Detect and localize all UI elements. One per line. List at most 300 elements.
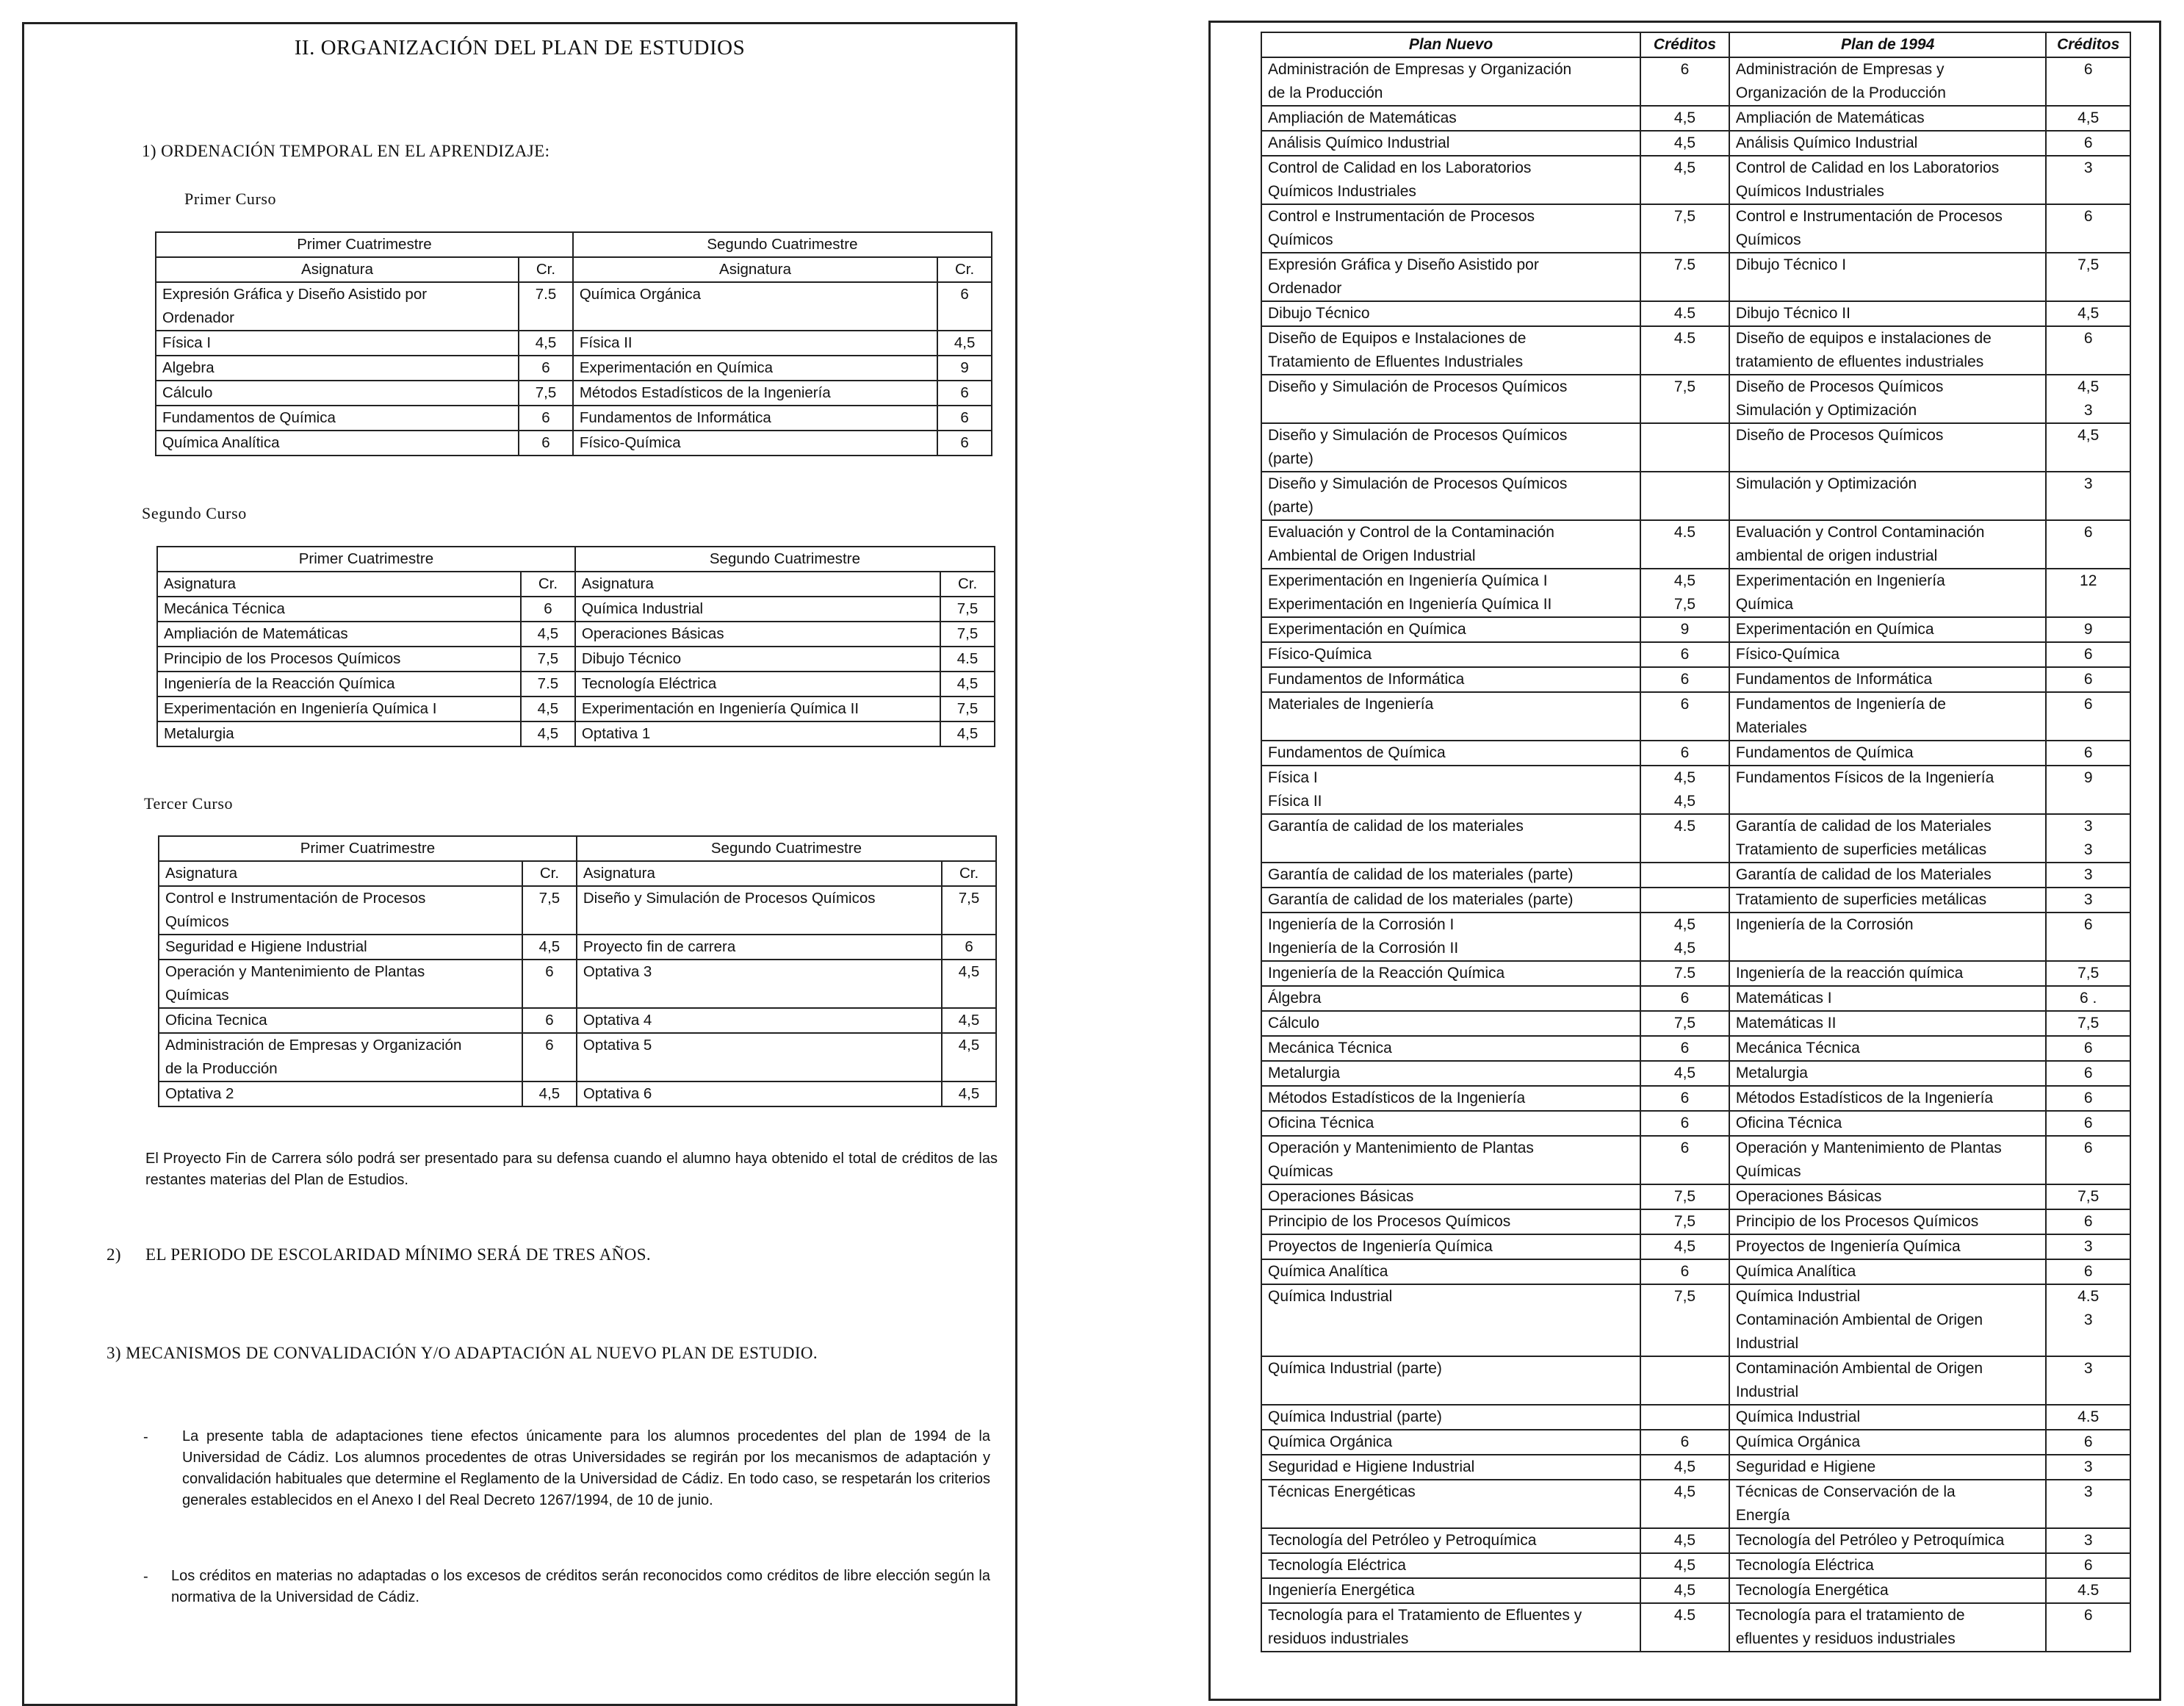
plan-1994-credits: 6 — [2046, 1259, 2130, 1284]
plan-1994-subject: Ingeniería de la Corrosión — [1729, 913, 2046, 961]
plan-1994-credits: 9 — [2046, 766, 2130, 814]
plan-nuevo-subject: Técnicas Energéticas — [1261, 1480, 1640, 1528]
credits-sem2: 6 — [937, 431, 992, 456]
plan-nuevo-credits: 7,5 — [1640, 1011, 1729, 1036]
plan-nuevo-credits — [1640, 863, 1729, 888]
plan-1994-subject: Fundamentos de Química — [1729, 741, 2046, 766]
plan-nuevo-subject: Operaciones Básicas — [1261, 1184, 1640, 1209]
subject-sem2: Métodos Estadísticos de la Ingeniería — [573, 381, 937, 406]
plan-1994-credits: 3 3 — [2046, 814, 2130, 863]
plan-nuevo-credits: 6 — [1640, 667, 1729, 692]
plan-1994-credits: 6 — [2046, 1553, 2130, 1578]
course-2-table — [156, 546, 995, 747]
table-row — [1261, 131, 2130, 156]
adaptation-table-header — [1261, 32, 2130, 57]
plan-nuevo-credits: 4.5 — [1640, 520, 1729, 569]
table-row — [156, 381, 992, 406]
column-header-row — [159, 861, 996, 886]
plan-nuevo-subject: Principio de los Procesos Químicos — [1261, 1209, 1640, 1234]
plan-nuevo-credits — [1640, 1356, 1729, 1405]
plan-1994-credits: 12 — [2046, 569, 2130, 617]
table-row — [1261, 1284, 2130, 1356]
table-row — [1261, 642, 2130, 667]
plan-nuevo-subject: Operación y Mantenimiento de Plantas Químicas — [1261, 1136, 1640, 1184]
table-row — [1261, 1405, 2130, 1430]
bullet-1-mark: - — [143, 1429, 148, 1445]
plan-nuevo-credits: 7.5 — [1640, 961, 1729, 986]
plan-1994-credits: 6 . — [2046, 986, 2130, 1011]
plan-1994-subject: Tratamiento de superficies metálicas — [1729, 888, 2046, 913]
plan-1994-subject: Química Industrial — [1729, 1405, 2046, 1430]
plan-1994-subject: Operaciones Básicas — [1729, 1184, 2046, 1209]
semester-2-header: Segundo Cuatrimestre — [573, 232, 992, 257]
col-subject-2: Asignatura — [573, 257, 937, 282]
plan-1994-subject: Ingeniería de la reacción química — [1729, 961, 2046, 986]
table-row — [1261, 326, 2130, 375]
plan-1994-subject: Contaminación Ambiental de Origen Industrial — [1729, 1356, 2046, 1405]
table-row — [1261, 986, 2130, 1011]
plan-1994-subject: Simulación y Optimización — [1729, 472, 2046, 520]
subject-sem2: Tecnología Eléctrica — [575, 672, 940, 697]
table-row — [1261, 1528, 2130, 1553]
plan-nuevo-credits: 4,5 — [1640, 106, 1729, 131]
semester-header-row — [159, 836, 996, 861]
plan-1994-subject: Mecánica Técnica — [1729, 1036, 2046, 1061]
plan-nuevo-credits: 4,5 — [1640, 1528, 1729, 1553]
table-row — [1261, 863, 2130, 888]
plan-1994-subject: Control e Instrumentación de Procesos Químicos — [1729, 204, 2046, 253]
credits-sem2: 7,5 — [942, 886, 996, 935]
semester-2-header: Segundo Cuatrimestre — [577, 836, 996, 861]
course-2-heading: Segundo Curso — [142, 504, 247, 522]
plan-nuevo-credits — [1640, 472, 1729, 520]
table-row — [1261, 1259, 2130, 1284]
semester-1-header: Primer Cuatrimestre — [156, 232, 573, 257]
credits-sem1: 7,5 — [521, 647, 575, 672]
subject-sem2: Experimentación en Química — [573, 356, 937, 381]
plan-nuevo-subject: Química Analítica — [1261, 1259, 1640, 1284]
credits-sem1: 7,5 — [522, 886, 577, 935]
subject-sem2: Optativa 5 — [577, 1033, 942, 1081]
plan-1994-subject: Control de Calidad en los Laboratorios Químicos Industriales — [1729, 156, 2046, 204]
table-row — [1261, 1209, 2130, 1234]
plan-1994-subject: Evaluación y Control Contaminación ambiental de origen industrial — [1729, 520, 2046, 569]
table-row — [1261, 1086, 2130, 1111]
table-row — [157, 697, 995, 721]
course-3-table — [158, 835, 997, 1107]
column-header-row — [156, 257, 992, 282]
plan-1994-credits: 6 — [2046, 520, 2130, 569]
credits-sem2: 4,5 — [940, 721, 995, 746]
course-1-heading: Primer Curso — [184, 190, 277, 208]
bullet-1-text: La presente tabla de adaptaciones tiene efectos únicamente para los alumnos procedentes del plan de 1994 de la Universidad de Cádiz. Los alumnos procedentes de otras Universidades se regirán por los mecanismos de adaptación y convalidación habituales que determine el Reglamento de la Universidad de Cádiz. En todo caso, se respetarán los criterios generales establecidos en el Anexo I del Real Decreto 1267/1994, de 10 de junio. — [182, 1428, 990, 1508]
section-2-number: 2) — [107, 1245, 121, 1264]
plan-nuevo-subject: Expresión Gráfica y Diseño Asistido por Ordenador — [1261, 253, 1640, 301]
plan-nuevo-subject: Ingeniería de la Reacción Química — [1261, 961, 1640, 986]
subject-sem1: Control e Instrumentación de Procesos Químicos — [159, 886, 522, 935]
plan-1994-credits: 7,5 — [2046, 253, 2130, 301]
subject-sem1: Química Analítica — [156, 431, 519, 456]
plan-1994-subject: Fundamentos Físicos de la Ingeniería — [1729, 766, 2046, 814]
table-row — [1261, 888, 2130, 913]
plan-1994-subject: Administración de Empresas y Organización de la Producción — [1729, 57, 2046, 106]
plan-nuevo-credits: 4,5 7,5 — [1640, 569, 1729, 617]
table-row — [159, 1033, 996, 1081]
table-row — [1261, 1061, 2130, 1086]
subject-sem2: Física II — [573, 331, 937, 356]
credits-sem1: 7.5 — [521, 672, 575, 697]
plan-nuevo-subject: Química Industrial — [1261, 1284, 1640, 1356]
plan-1994-subject: Operación y Mantenimiento de Plantas Químicas — [1729, 1136, 2046, 1184]
credits-sem1: 6 — [519, 431, 573, 456]
credits-sem1: 4,5 — [521, 697, 575, 721]
semester-header-row — [157, 547, 995, 572]
subject-sem1: Algebra — [156, 356, 519, 381]
table-row — [156, 406, 992, 431]
plan-nuevo-subject: Diseño de Equipos e Instalaciones de Tratamiento de Efluentes Industriales — [1261, 326, 1640, 375]
header-plan-nuevo: Plan Nuevo — [1261, 32, 1640, 57]
plan-nuevo-subject: Química Industrial (parte) — [1261, 1356, 1640, 1405]
credits-sem1: 6 — [519, 356, 573, 381]
table-row — [1261, 913, 2130, 961]
plan-nuevo-subject: Seguridad e Higiene Industrial — [1261, 1455, 1640, 1480]
plan-nuevo-credits: 6 — [1640, 692, 1729, 741]
credits-sem2: 6 — [942, 935, 996, 960]
col-subject-2: Asignatura — [577, 861, 942, 886]
table-row — [1261, 301, 2130, 326]
column-header-row — [157, 572, 995, 597]
table-row — [157, 721, 995, 746]
subject-sem2: Físico-Química — [573, 431, 937, 456]
plan-nuevo-subject: Garantía de calidad de los materiales (parte) — [1261, 888, 1640, 913]
plan-1994-credits: 6 — [2046, 204, 2130, 253]
plan-1994-subject: Tecnología para el tratamiento de efluentes y residuos industriales — [1729, 1603, 2046, 1652]
plan-1994-credits: 9 — [2046, 617, 2130, 642]
plan-1994-subject: Química Analítica — [1729, 1259, 2046, 1284]
plan-1994-credits: 6 — [2046, 131, 2130, 156]
plan-nuevo-credits: 7,5 — [1640, 1284, 1729, 1356]
header-creditos-1994: Créditos — [2046, 32, 2130, 57]
col-cr-1: Cr. — [519, 257, 573, 282]
table-row — [1261, 472, 2130, 520]
table-row — [157, 597, 995, 622]
credits-sem2: 4,5 — [937, 331, 992, 356]
col-subject-1: Asignatura — [159, 861, 522, 886]
plan-1994-subject: Dibujo Técnico I — [1729, 253, 2046, 301]
credits-sem2: 7,5 — [940, 622, 995, 647]
plan-nuevo-credits: 6 — [1640, 57, 1729, 106]
plan-nuevo-credits: 6 — [1640, 1430, 1729, 1455]
table-row — [159, 935, 996, 960]
plan-nuevo-credits — [1640, 888, 1729, 913]
subject-sem1: Oficina Tecnica — [159, 1008, 522, 1033]
plan-1994-credits: 3 — [2046, 472, 2130, 520]
plan-1994-subject: Diseño de equipos e instalaciones de tratamiento de efluentes industriales — [1729, 326, 2046, 375]
table-row — [1261, 617, 2130, 642]
table-row — [1261, 1011, 2130, 1036]
plan-nuevo-credits: 4,5 — [1640, 1061, 1729, 1086]
plan-nuevo-subject: Experimentación en Química — [1261, 617, 1640, 642]
table-row — [1261, 1356, 2130, 1405]
subject-sem1: Experimentación en Ingeniería Química I — [157, 697, 521, 721]
table-row — [159, 1008, 996, 1033]
plan-nuevo-credits: 4,5 — [1640, 156, 1729, 204]
plan-nuevo-subject: Materiales de Ingeniería — [1261, 692, 1640, 741]
table-row — [1261, 253, 2130, 301]
subject-sem1: Seguridad e Higiene Industrial — [159, 935, 522, 960]
plan-nuevo-subject: Ampliación de Matemáticas — [1261, 106, 1640, 131]
plan-nuevo-subject: Mecánica Técnica — [1261, 1036, 1640, 1061]
plan-1994-subject: Oficina Técnica — [1729, 1111, 2046, 1136]
subject-sem1: Física I — [156, 331, 519, 356]
plan-1994-subject: Ampliación de Matemáticas — [1729, 106, 2046, 131]
adaptation-table — [1261, 32, 2131, 1652]
table-row — [1261, 106, 2130, 131]
plan-1994-credits: 3 — [2046, 156, 2130, 204]
credits-sem1: 6 — [522, 960, 577, 1008]
right-page — [1208, 21, 2161, 1701]
semester-2-header: Segundo Cuatrimestre — [575, 547, 995, 572]
table-row — [1261, 1136, 2130, 1184]
plan-1994-subject: Garantía de calidad de los Materiales — [1729, 863, 2046, 888]
plan-nuevo-credits: 4,5 — [1640, 1455, 1729, 1480]
plan-1994-credits: 6 — [2046, 326, 2130, 375]
subject-sem2: Optativa 6 — [577, 1081, 942, 1106]
table-row — [1261, 1553, 2130, 1578]
course-3-heading: Tercer Curso — [144, 794, 234, 813]
table-row — [1261, 1480, 2130, 1528]
col-cr-1: Cr. — [522, 861, 577, 886]
plan-nuevo-subject: Garantía de calidad de los materiales — [1261, 814, 1640, 863]
plan-1994-credits: 3 — [2046, 1480, 2130, 1528]
plan-nuevo-subject: Diseño y Simulación de Procesos Químicos (parte) — [1261, 472, 1640, 520]
plan-nuevo-credits: 4,5 — [1640, 1578, 1729, 1603]
plan-nuevo-subject: Físico-Química — [1261, 642, 1640, 667]
table-row — [1261, 1036, 2130, 1061]
plan-nuevo-subject: Álgebra — [1261, 986, 1640, 1011]
credits-sem2: 9 — [937, 356, 992, 381]
col-cr-2: Cr. — [940, 572, 995, 597]
credits-sem2: 4,5 — [942, 1008, 996, 1033]
credits-sem2: 6 — [937, 282, 992, 331]
subject-sem2: Optativa 1 — [575, 721, 940, 746]
subject-sem2: Proyecto fin de carrera — [577, 935, 942, 960]
plan-nuevo-subject: Dibujo Técnico — [1261, 301, 1640, 326]
col-cr-2: Cr. — [937, 257, 992, 282]
plan-nuevo-credits: 4,5 4,5 — [1640, 766, 1729, 814]
section-1-heading: 1) ORDENACIÓN TEMPORAL EN EL APRENDIZAJE: — [142, 142, 550, 160]
semester-1-header: Primer Cuatrimestre — [157, 547, 575, 572]
table-row — [1261, 1578, 2130, 1603]
plan-1994-subject: Garantía de calidad de los Materiales Tratamiento de superficies metálicas — [1729, 814, 2046, 863]
plan-1994-credits: 7,5 — [2046, 1184, 2130, 1209]
subject-sem1: Ampliación de Matemáticas — [157, 622, 521, 647]
subject-sem2: Experimentación en Ingeniería Química II — [575, 697, 940, 721]
plan-1994-credits: 3 — [2046, 888, 2130, 913]
header-creditos-nuevo: Créditos — [1640, 32, 1729, 57]
table-row — [1261, 766, 2130, 814]
plan-1994-subject: Tecnología Energética — [1729, 1578, 2046, 1603]
plan-1994-credits: 6 — [2046, 1603, 2130, 1652]
plan-nuevo-subject: Evaluación y Control de la Contaminación Ambiental de Origen Industrial — [1261, 520, 1640, 569]
plan-1994-subject: Análisis Químico Industrial — [1729, 131, 2046, 156]
plan-1994-credits: 6 — [2046, 1209, 2130, 1234]
plan-nuevo-credits: 6 — [1640, 1136, 1729, 1184]
plan-nuevo-credits: 4,5 4,5 — [1640, 913, 1729, 961]
subject-sem1: Mecánica Técnica — [157, 597, 521, 622]
plan-nuevo-credits: 6 — [1640, 1259, 1729, 1284]
plan-1994-credits: 4.5 3 — [2046, 1284, 2130, 1356]
plan-nuevo-credits: 6 — [1640, 986, 1729, 1011]
credits-sem1: 4,5 — [519, 331, 573, 356]
plan-nuevo-subject: Análisis Químico Industrial — [1261, 131, 1640, 156]
plan-1994-credits: 4,5 — [2046, 106, 2130, 131]
table-row — [156, 431, 992, 456]
plan-1994-subject: Fundamentos de Ingeniería de Materiales — [1729, 692, 2046, 741]
plan-1994-credits: 6 — [2046, 1061, 2130, 1086]
subject-sem2: Química Orgánica — [573, 282, 937, 331]
plan-1994-credits: 4.5 — [2046, 1405, 2130, 1430]
left-page — [22, 22, 1017, 1706]
subject-sem2: Operaciones Básicas — [575, 622, 940, 647]
table-row — [1261, 1603, 2130, 1652]
plan-nuevo-subject: Fundamentos de Química — [1261, 741, 1640, 766]
plan-nuevo-subject: Tecnología del Petróleo y Petroquímica — [1261, 1528, 1640, 1553]
semester-1-header: Primer Cuatrimestre — [159, 836, 577, 861]
credits-sem2: 4,5 — [942, 960, 996, 1008]
col-subject-1: Asignatura — [157, 572, 521, 597]
bullet-2-mark: - — [143, 1569, 148, 1585]
plan-1994-credits: 6 — [2046, 1111, 2130, 1136]
table-row — [1261, 741, 2130, 766]
plan-nuevo-subject: Química Orgánica — [1261, 1430, 1640, 1455]
plan-nuevo-credits: 6 — [1640, 642, 1729, 667]
plan-1994-credits: 3 — [2046, 1455, 2130, 1480]
table-row — [1261, 204, 2130, 253]
plan-nuevo-credits: 6 — [1640, 1036, 1729, 1061]
plan-1994-credits: 4,5 — [2046, 301, 2130, 326]
plan-1994-subject: Seguridad e Higiene — [1729, 1455, 2046, 1480]
plan-nuevo-credits: 7,5 — [1640, 1209, 1729, 1234]
plan-1994-subject: Diseño de Procesos Químicos — [1729, 423, 2046, 472]
plan-nuevo-credits: 7,5 — [1640, 204, 1729, 253]
plan-1994-subject: Diseño de Procesos Químicos Simulación y Optimización — [1729, 375, 2046, 423]
plan-1994-credits: 4,5 3 — [2046, 375, 2130, 423]
plan-1994-subject: Tecnología del Petróleo y Petroquímica — [1729, 1528, 2046, 1553]
subject-sem1: Metalurgia — [157, 721, 521, 746]
plan-nuevo-subject: Tecnología Eléctrica — [1261, 1553, 1640, 1578]
table-row — [1261, 423, 2130, 472]
table-row — [157, 647, 995, 672]
subject-sem2: Fundamentos de Informática — [573, 406, 937, 431]
plan-1994-credits: 6 — [2046, 1086, 2130, 1111]
table-row — [1261, 57, 2130, 106]
table-row — [156, 282, 992, 331]
plan-1994-credits: 4,5 — [2046, 423, 2130, 472]
page-title: II. ORGANIZACIÓN DEL PLAN DE ESTUDIOS — [294, 36, 746, 60]
plan-1994-credits: 3 — [2046, 1528, 2130, 1553]
table-row — [1261, 1184, 2130, 1209]
plan-1994-credits: 6 — [2046, 913, 2130, 961]
credits-sem1: 4,5 — [522, 935, 577, 960]
plan-nuevo-credits: 6 — [1640, 1086, 1729, 1111]
table-row — [157, 622, 995, 647]
table-row — [1261, 1234, 2130, 1259]
table-row — [159, 960, 996, 1008]
subject-sem1: Principio de los Procesos Químicos — [157, 647, 521, 672]
subject-sem2: Química Industrial — [575, 597, 940, 622]
section-3-heading: 3) MECANISMOS DE CONVALIDACIÓN Y/O ADAPTACIÓN AL NUEVO PLAN DE ESTUDIO. — [107, 1344, 818, 1362]
subject-sem1: Administración de Empresas y Organización de la Producción — [159, 1033, 522, 1081]
col-cr-2: Cr. — [942, 861, 996, 886]
subject-sem2: Optativa 3 — [577, 960, 942, 1008]
plan-1994-subject: Técnicas de Conservación de la Energía — [1729, 1480, 2046, 1528]
credits-sem1: 7,5 — [519, 381, 573, 406]
credits-sem1: 6 — [522, 1008, 577, 1033]
plan-nuevo-subject: Cálculo — [1261, 1011, 1640, 1036]
table-row — [1261, 961, 2130, 986]
plan-nuevo-subject: Control de Calidad en los Laboratorios Químicos Industriales — [1261, 156, 1640, 204]
plan-nuevo-subject: Proyectos de Ingeniería Química — [1261, 1234, 1640, 1259]
credits-sem1: 4,5 — [521, 721, 575, 746]
table-row — [1261, 1455, 2130, 1480]
pfc-note: El Proyecto Fin de Carrera sólo podrá ser presentado para su defensa cuando el alumno haya obtenido el total de créditos de las restantes materias del Plan de Estudios. — [145, 1151, 998, 1188]
plan-1994-subject: Matemáticas I — [1729, 986, 2046, 1011]
plan-1994-credits: 7,5 — [2046, 961, 2130, 986]
subject-sem2: Optativa 4 — [577, 1008, 942, 1033]
table-row — [1261, 569, 2130, 617]
plan-1994-credits: 6 — [2046, 1430, 2130, 1455]
plan-1994-credits: 6 — [2046, 642, 2130, 667]
semester-header-row — [156, 232, 992, 257]
plan-nuevo-subject: Física I Física II — [1261, 766, 1640, 814]
plan-nuevo-credits: 9 — [1640, 617, 1729, 642]
plan-nuevo-subject: Tecnología para el Tratamiento de Efluentes y residuos industriales — [1261, 1603, 1640, 1652]
plan-nuevo-credits: 7,5 — [1640, 1184, 1729, 1209]
plan-nuevo-subject: Experimentación en Ingeniería Química I Experimentación en Ingeniería Química II — [1261, 569, 1640, 617]
plan-1994-subject: Principio de los Procesos Químicos — [1729, 1209, 2046, 1234]
section-2-heading: EL PERIODO DE ESCOLARIDAD MÍNIMO SERÁ DE TRES AÑOS. — [145, 1245, 652, 1264]
plan-nuevo-subject: Fundamentos de Informática — [1261, 667, 1640, 692]
subject-sem1: Optativa 2 — [159, 1081, 522, 1106]
subject-sem2: Diseño y Simulación de Procesos Químicos — [577, 886, 942, 935]
plan-nuevo-credits: 4,5 — [1640, 1480, 1729, 1528]
plan-1994-credits: 6 — [2046, 692, 2130, 741]
table-row — [159, 886, 996, 935]
subject-sem1: Ingeniería de la Reacción Química — [157, 672, 521, 697]
plan-1994-credits: 6 — [2046, 667, 2130, 692]
plan-1994-subject: Matemáticas II — [1729, 1011, 2046, 1036]
credits-sem2: 4,5 — [942, 1033, 996, 1081]
credits-sem2: 7,5 — [940, 597, 995, 622]
course-1-table — [155, 231, 992, 456]
plan-1994-subject: Química Industrial Contaminación Ambiental de Origen Industrial — [1729, 1284, 2046, 1356]
credits-sem1: 7.5 — [519, 282, 573, 331]
subject-sem1: Expresión Gráfica y Diseño Asistido por Ordenador — [156, 282, 519, 331]
plan-1994-credits: 6 — [2046, 1036, 2130, 1061]
plan-1994-credits: 3 — [2046, 1234, 2130, 1259]
plan-1994-credits: 7,5 — [2046, 1011, 2130, 1036]
credits-sem1: 6 — [522, 1033, 577, 1081]
col-subject-2: Asignatura — [575, 572, 940, 597]
table-row — [159, 1081, 996, 1106]
plan-nuevo-subject: Garantía de calidad de los materiales (parte) — [1261, 863, 1640, 888]
plan-1994-subject: Metalurgia — [1729, 1061, 2046, 1086]
plan-1994-subject: Dibujo Técnico II — [1729, 301, 2046, 326]
plan-1994-subject: Físico-Química — [1729, 642, 2046, 667]
plan-nuevo-credits: 6 — [1640, 1111, 1729, 1136]
subject-sem1: Fundamentos de Química — [156, 406, 519, 431]
